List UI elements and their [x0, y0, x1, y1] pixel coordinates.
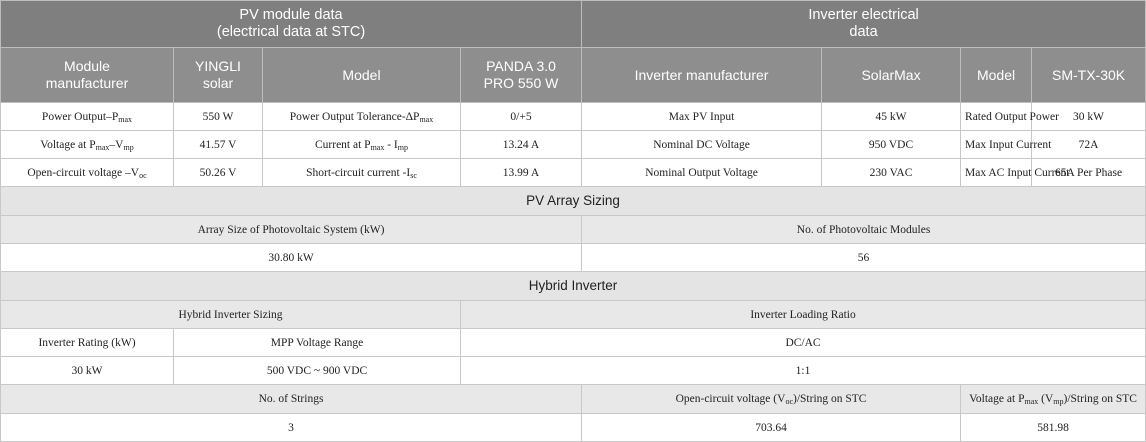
strings-value-row [1, 414, 1146, 442]
mpp-range-label: MPP Voltage Range [174, 329, 461, 357]
pv-module-title-line1: PV module data [239, 7, 343, 23]
spec-label-nominal-dc: Nominal DC Voltage [582, 131, 822, 159]
module-manufacturer-line2: manufacturer [45, 75, 129, 91]
hybrid-sizing-label: Hybrid Inverter Sizing [1, 301, 461, 329]
spec-value-current-pmax: 13.24 A [461, 131, 582, 159]
group-header-row [1, 1, 1146, 48]
array-sizing-value-row [1, 244, 1146, 272]
spec-row-2 [1, 131, 1146, 159]
array-sizing-label-row [1, 216, 1146, 244]
spec-row-3 [1, 159, 1146, 187]
spec-label-max-pv-input: Max PV Input [582, 103, 822, 131]
hybrid-inverter-title: Hybrid Inverter [1, 272, 1146, 301]
spec-label-power-tolerance: Power Output Tolerance-$\Delta P_{max}$ [263, 103, 461, 131]
inverter-title-line1: Inverter electrical [808, 7, 919, 23]
module-brand-line2: solar [202, 75, 234, 91]
spec-value-open-circuit-voltage: 50.26 V [174, 159, 263, 187]
inverter-model-header: SM-TX-30K [1032, 48, 1146, 103]
spec-value-voltage-pmax: 41.57 V [174, 131, 263, 159]
inverter-manufacturer-header: Inverter manufacturer [582, 48, 822, 103]
spec-label-max-ac-input: Max AC Input Current [961, 159, 1032, 187]
hybrid-inverter-section-row [1, 272, 1146, 301]
module-model-label-header: Model [263, 48, 461, 103]
mpp-range-value: 500 VDC ~ 900 VDC [174, 357, 461, 385]
inverter-rating-value: 30 kW [1, 357, 174, 385]
loading-ratio-label: Inverter Loading Ratio [461, 301, 1146, 329]
spec-value-max-pv-input: 45 kW [822, 103, 961, 131]
hybrid-sublabel-row [1, 329, 1146, 357]
module-model-line1: PANDA 3.0 [486, 58, 556, 74]
spec-label-current-pmax: Current at $P_{max} - I_{mp}$ [263, 131, 461, 159]
voc-per-string-value: 703.64 [582, 414, 961, 442]
spec-value-rated-output: 30 kW [1032, 103, 1146, 131]
pv-module-data-header [1, 1, 582, 48]
spec-value-nominal-dc: 950 VDC [822, 131, 961, 159]
spec-label-rated-output: Rated Output Power [961, 103, 1032, 131]
strings-count-label: No. of Strings [1, 385, 582, 414]
module-manufacturer-header [1, 48, 174, 103]
module-model-line2: PRO 550 W [483, 75, 559, 91]
spec-label-short-circuit-current: Short-circuit current $-I_{sc}$ [263, 159, 461, 187]
spec-value-power-tolerance: 0/+5 [461, 103, 582, 131]
vmp-per-string-value: 581.98 [961, 414, 1146, 442]
spec-value-power-output: 550 W [174, 103, 263, 131]
loading-ratio-value: 1:1 [461, 357, 1146, 385]
spec-value-max-input-current: 72A [1032, 131, 1146, 159]
pv-module-title-line2: (electrical data at STC) [216, 24, 366, 40]
spec-label-power-output: Power Output–$P_{max}$ [1, 103, 174, 131]
array-size-label: Array Size of Photovoltaic System (kW) [1, 216, 582, 244]
voc-per-string-label: Open-circuit voltage $(V_{oc})$/String on STC [582, 385, 961, 414]
inverter-data-header [582, 1, 1146, 48]
array-sizing-title: PV Array Sizing [1, 187, 1146, 216]
module-model-header [461, 48, 582, 103]
vmp-per-string-label: Voltage at $P_{max}$ $(V_{mp})$/String on STC [961, 385, 1146, 414]
inverter-model-label-header: Model [961, 48, 1032, 103]
spec-value-nominal-output: 230 VAC [822, 159, 961, 187]
spec-label-open-circuit-voltage: Open-circuit voltage $-V_{oc}$ [1, 159, 174, 187]
spec-label-max-input-current: Max Input Current [961, 131, 1032, 159]
module-count-value: 56 [582, 244, 1146, 272]
inverter-title-line2: data [849, 24, 878, 40]
module-brand-header [174, 48, 263, 103]
inverter-rating-label: Inverter Rating (kW) [1, 329, 174, 357]
hybrid-label-row [1, 301, 1146, 329]
hybrid-value-row [1, 357, 1146, 385]
array-size-value: 30.80 kW [1, 244, 582, 272]
module-manufacturer-line1: Module [64, 58, 110, 74]
inverter-brand-header: SolarMax [822, 48, 961, 103]
spec-value-max-ac-input: 65A Per Phase [1032, 159, 1146, 187]
strings-label-row [1, 385, 1146, 414]
module-brand-line1: YINGLI [195, 58, 241, 74]
sub-header-row [1, 48, 1146, 103]
spec-label-voltage-pmax: Voltage at $P_{max}-V_{mp}$ [1, 131, 174, 159]
spec-value-short-circuit-current: 13.99 A [461, 159, 582, 187]
array-sizing-section-row [1, 187, 1146, 216]
module-count-label: No. of Photovoltaic Modules [582, 216, 1146, 244]
spec-label-nominal-output: Nominal Output Voltage [582, 159, 822, 187]
spec-row-1 [1, 103, 1146, 131]
dc-ac-label: DC/AC [461, 329, 1146, 357]
strings-count-value: 3 [1, 414, 582, 442]
